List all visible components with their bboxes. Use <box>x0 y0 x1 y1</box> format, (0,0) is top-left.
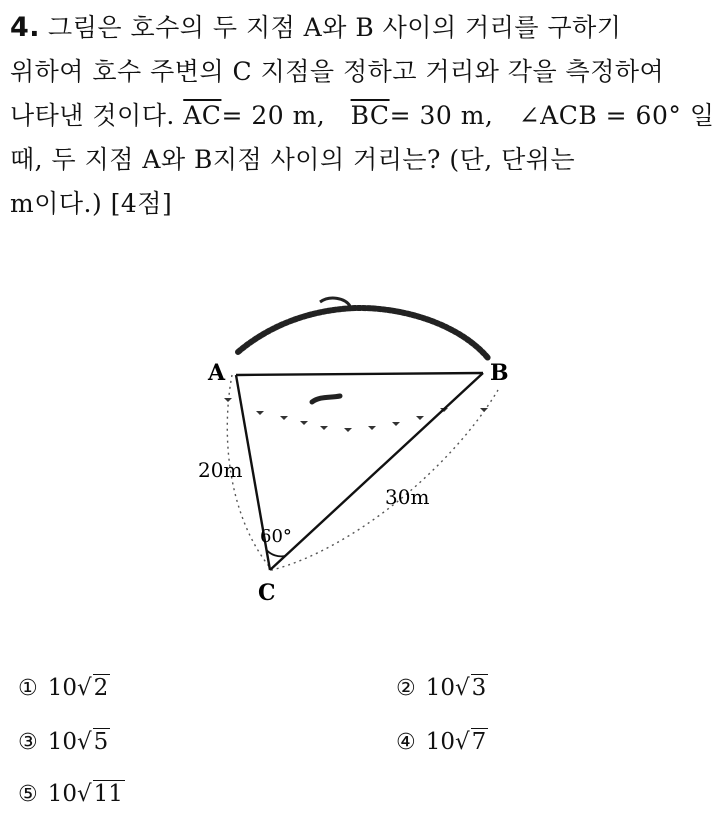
choice-2[interactable]: ② 10√3 <box>396 675 487 701</box>
problem-line-3: 나타낸 것이다. $\overline{AC}= 20$ m, $\overline{BC}= 30$ m, ∠ACB = 60° 일 <box>10 101 715 130</box>
angle-arc-c <box>267 550 286 556</box>
ac-value: = 20 m, <box>221 101 326 130</box>
problem-line-4: 때, 두 지점 A와 B지점 사이의 거리는? (단, 단위는 <box>10 145 576 174</box>
label-point-a: A <box>208 360 226 386</box>
choice-1[interactable]: ① 10√2 <box>18 675 109 701</box>
label-angle-c: 60° <box>260 526 292 547</box>
problem-line-5: m이다.) [4점] <box>10 189 173 218</box>
choice-3[interactable]: ③ 10√5 <box>18 729 109 755</box>
label-length-ac: 20m <box>198 458 243 482</box>
choice-5[interactable]: ⑤ 10√11 <box>18 781 123 807</box>
segment-ab-line <box>236 373 483 375</box>
angle-acb: ∠ACB = 60° 일 <box>518 101 715 130</box>
segment-bc: $\overline{BC}$ <box>350 101 390 130</box>
problem-line-2: 위하여 호수 주변의 C 지점을 정하고 거리와 각을 측정하여 <box>10 57 665 86</box>
water-marks <box>224 398 488 432</box>
bc-value: = 30 m, <box>389 101 494 130</box>
lake-triangle-figure <box>180 280 520 610</box>
segment-bc-line <box>270 373 483 570</box>
label-point-b: B <box>490 360 509 386</box>
label-point-c: C <box>258 580 276 606</box>
choice-4[interactable]: ④ 10√7 <box>396 729 487 755</box>
label-length-bc: 30m <box>385 485 430 509</box>
problem-line-1: 4. 그림은 호수의 두 지점 A와 B 사이의 거리를 구하기 <box>10 12 622 43</box>
problem-number: 4. <box>10 12 41 43</box>
lake-shoreline-top <box>238 308 488 358</box>
problem-statement <box>10 6 715 226</box>
segment-ac: $\overline{AC}$ <box>183 101 222 130</box>
